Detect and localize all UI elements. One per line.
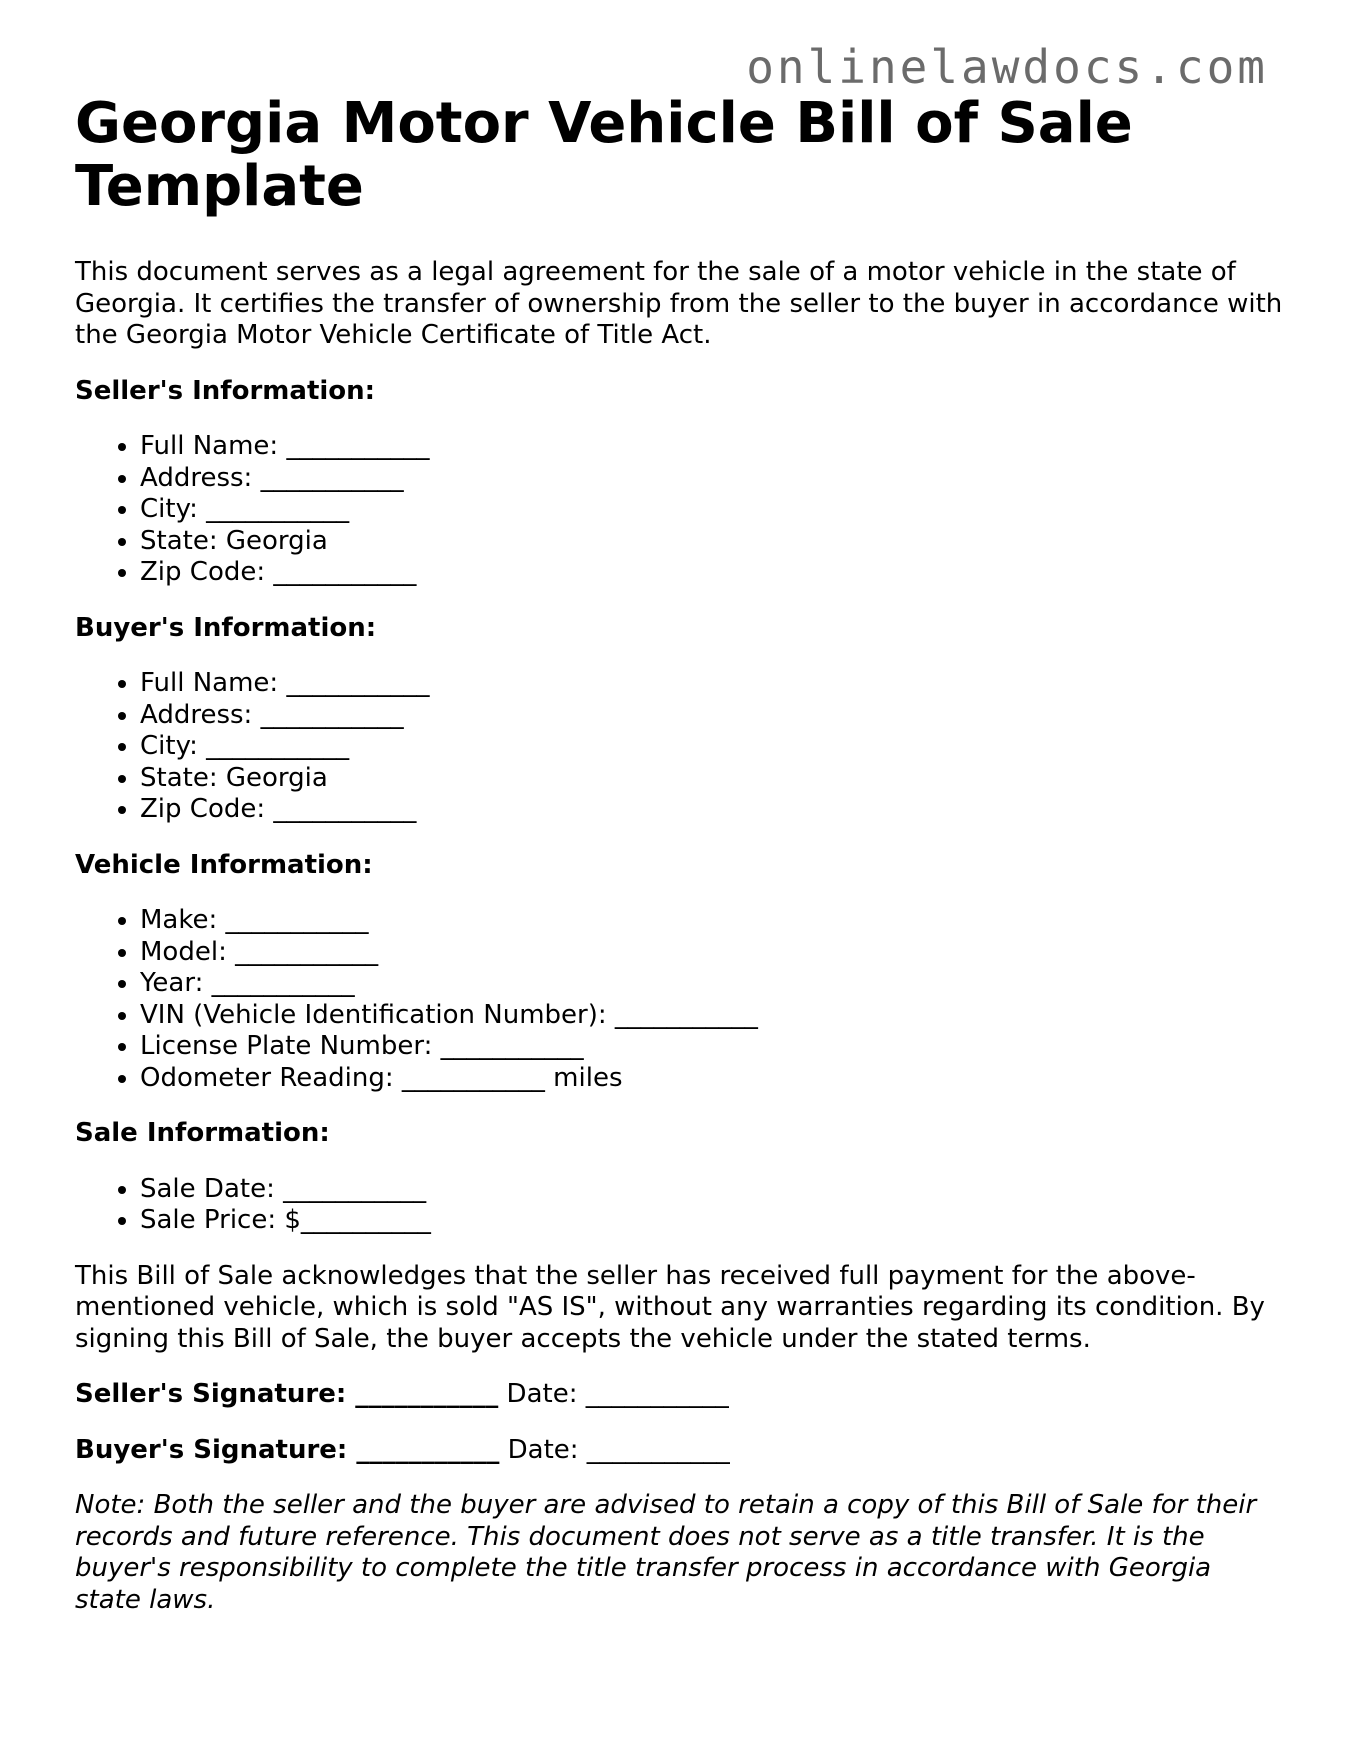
buyer-signature-line xyxy=(75,1435,1285,1467)
list-item: • VIN (Vehicle Identification Number): ___________ xyxy=(140,1000,1285,1032)
list-item: • Full Name: ___________ xyxy=(140,431,1285,463)
sale-info-list xyxy=(75,1174,1285,1237)
seller-signature-line xyxy=(75,1379,1285,1411)
list-item: • License Plate Number: ___________ xyxy=(140,1031,1285,1063)
page-title: Georgia Motor Vehicle Bill of Sale Template xyxy=(75,91,1133,219)
list-item: • Make: ___________ xyxy=(140,905,1285,937)
watermark: onlinelawdocs.com xyxy=(746,40,1268,94)
list-item: • Address: ___________ xyxy=(140,700,1285,732)
list-item: • Address: ___________ xyxy=(140,463,1285,495)
list-item: • Zip Code: ___________ xyxy=(140,557,1285,589)
list-item: • Odometer Reading: ___________ miles xyxy=(140,1063,1285,1095)
list-item: • Sale Price: $__________ xyxy=(140,1205,1285,1237)
buyer-section-heading: Buyer's Information: xyxy=(75,612,377,643)
list-item: • Year: ___________ xyxy=(140,968,1285,1000)
note-paragraph: Note: Both the seller and the buyer are advised to retain a copy of this Bill of Sale for their records and future reference. This document does not serve as a title transfer. It is the buyer's responsibility to complete the title transfer process in accordance with Georgia state laws. xyxy=(75,1490,1257,1615)
seller-info-list xyxy=(75,431,1285,589)
buyer-signature-label: Buyer's Signature: ___________ xyxy=(75,1434,500,1465)
vehicle-info-list xyxy=(75,905,1285,1094)
seller-signature-date: Date: ___________ xyxy=(506,1379,729,1409)
list-item: • Full Name: ___________ xyxy=(140,668,1285,700)
buyer-signature-date: Date: ___________ xyxy=(507,1434,730,1465)
document-body xyxy=(75,92,1285,1616)
closing-paragraph: This Bill of Sale acknowledges that the seller has received full payment for the above-mentioned vehicle, which is sold "AS IS", without any warranties regarding its condition. By signing this Bill of Sale, the buyer accepts the vehicle under the stated terms. xyxy=(75,1260,1265,1354)
list-item: • Sale Date: ___________ xyxy=(140,1174,1285,1206)
buyer-info-list xyxy=(75,668,1285,826)
list-item: • City: ___________ xyxy=(140,494,1285,526)
list-item: • State: Georgia xyxy=(140,763,1285,795)
vehicle-section-heading: Vehicle Information: xyxy=(75,849,373,880)
list-item: • Zip Code: ___________ xyxy=(140,794,1285,826)
seller-signature-label: Seller's Signature: ___________ xyxy=(75,1379,499,1409)
sale-section-heading: Sale Information: xyxy=(75,1118,330,1148)
list-item: • State: Georgia xyxy=(140,526,1285,558)
intro-paragraph: This document serves as a legal agreement for the sale of a motor vehicle in the state of Georgia. It certifies the transfer of ownership from the seller to the buyer in accordance with the Georgia Motor Vehicle Certificate of Title Act. xyxy=(75,257,1283,350)
seller-section-heading: Seller's Information: xyxy=(75,375,376,406)
list-item: • City: ___________ xyxy=(140,731,1285,763)
list-item: • Model: ___________ xyxy=(140,937,1285,969)
